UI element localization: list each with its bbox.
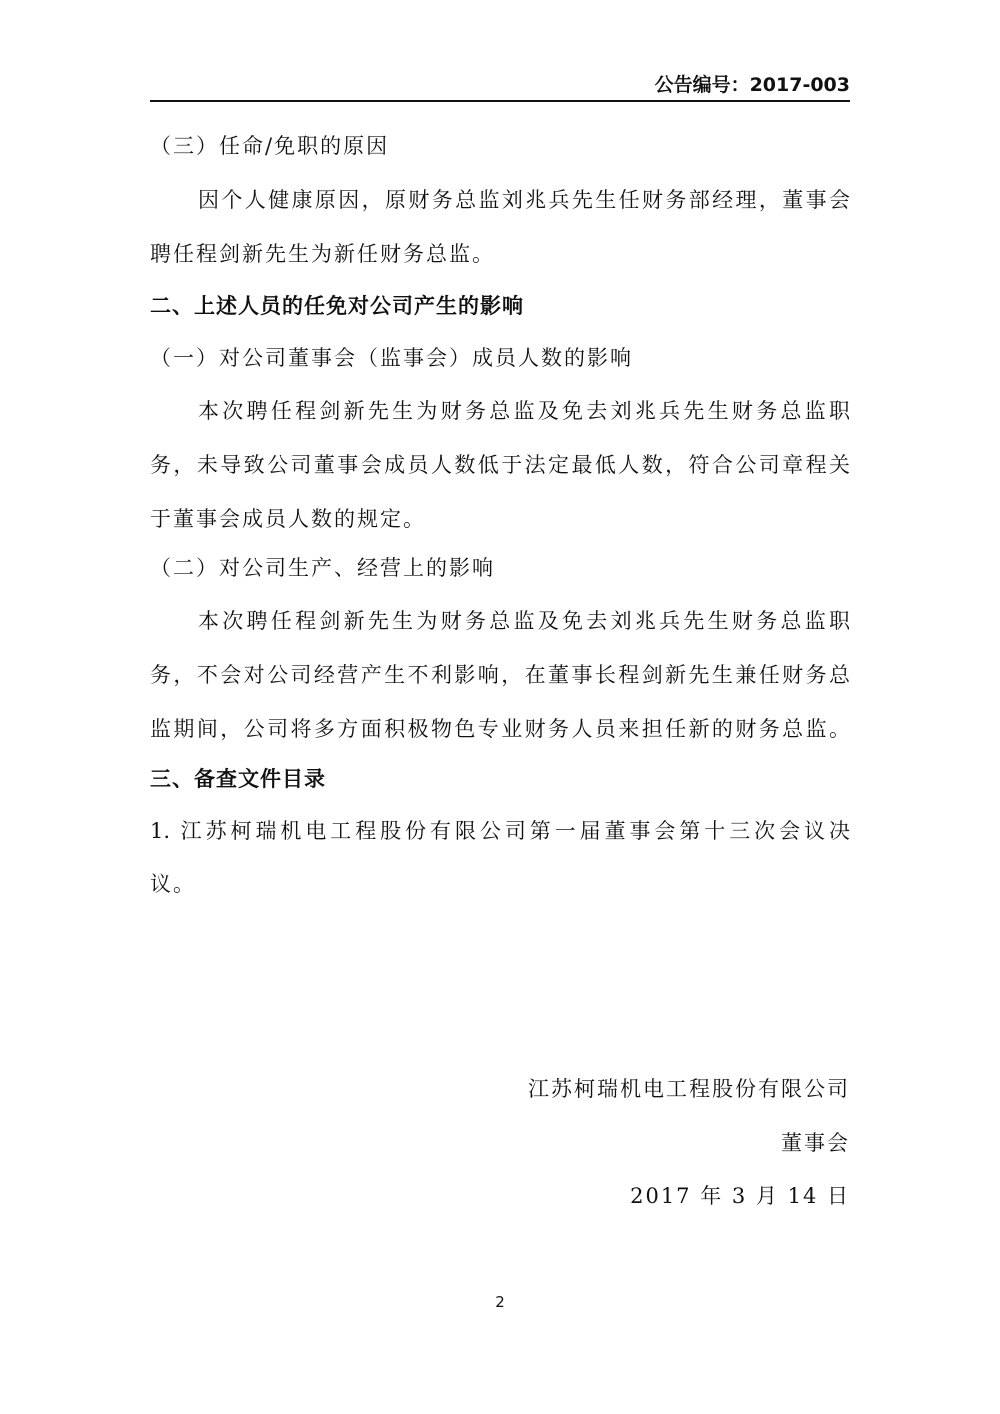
- signature-board: 董事会: [781, 1131, 850, 1155]
- paragraph-line: 本次聘任程剑新先生为财务总监及免去刘兆兵先生财务总监职: [198, 399, 850, 423]
- list-item: 1. 江苏柯瑞机电工程股份有限公司第一届董事会第十三次会议决: [150, 819, 850, 843]
- section-heading: 二、上述人员的任免对公司产生的影响: [150, 294, 524, 318]
- signature-date: 2017 年 3 月 14 日: [630, 1184, 850, 1208]
- subsection-title: （二）对公司生产、经营上的影响: [150, 556, 495, 580]
- section-heading: 三、备查文件目录: [150, 767, 326, 791]
- list-item-continuation: 议。: [150, 872, 196, 896]
- paragraph-line: 务，未导致公司董事会成员人数低于法定最低人数，符合公司章程关: [150, 453, 850, 477]
- paragraph-line: 务，不会对公司经营产生不利影响，在董事长程剑新先生兼任财务总: [150, 663, 850, 687]
- paragraph-line: 因个人健康原因，原财务总监刘兆兵先生任财务部经理，董事会: [198, 188, 850, 212]
- paragraph-line: 本次聘任程剑新先生为财务总监及免去刘兆兵先生财务总监职: [198, 609, 850, 633]
- notice-number: 公告编号：2017-003: [654, 74, 850, 96]
- signature-company: 江苏柯瑞机电工程股份有限公司: [528, 1077, 850, 1101]
- paragraph-line: 聘任程剑新先生为新任财务总监。: [150, 242, 495, 266]
- page-number: 2: [495, 1293, 505, 1311]
- paragraph-line: 监期间，公司将多方面积极物色专业财务人员来担任新的财务总监。: [150, 717, 850, 741]
- paragraph-line: 于董事会成员人数的规定。: [150, 507, 426, 531]
- header-divider: [150, 100, 850, 102]
- subsection-title: （一）对公司董事会（监事会）成员人数的影响: [150, 346, 633, 370]
- section-reason-title: （三）任命/免职的原因: [150, 134, 390, 158]
